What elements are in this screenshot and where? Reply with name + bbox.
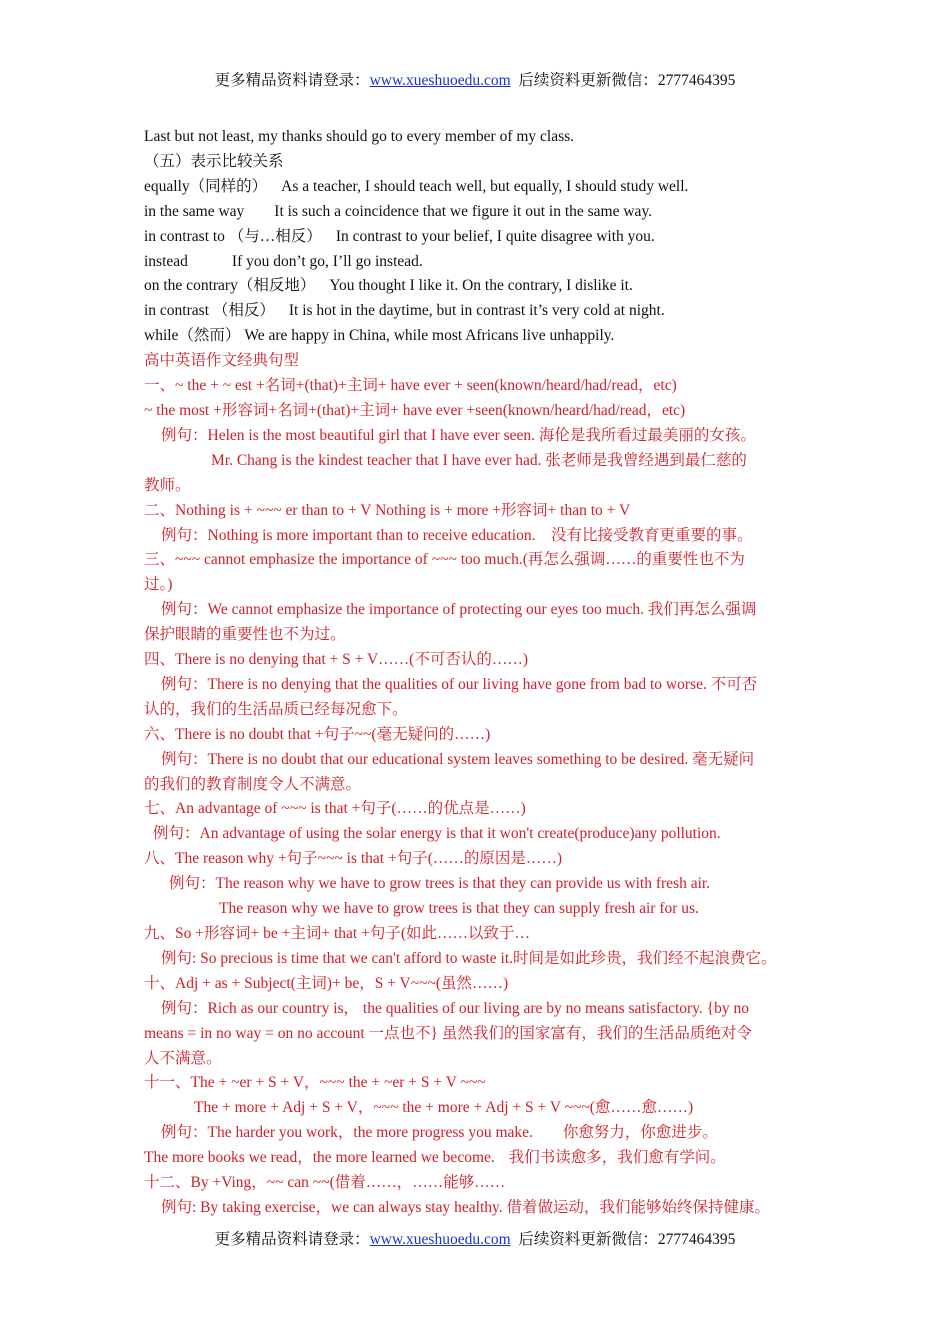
pattern-line: 九、So +形容词+ be +主词+ that +句子(如此……以致于… bbox=[144, 925, 530, 942]
example-en: 例句：The harder you work，the more progress you make. bbox=[161, 1124, 533, 1142]
example-line: 例句: By taking exercise，we can always stay healthy. 借着做运动，我们能够始终保持健康。 bbox=[161, 1198, 770, 1216]
pattern-line: 四、There is no denying that + S + V……(不可否认的……) bbox=[144, 651, 528, 669]
comparison-item bbox=[144, 175, 812, 200]
example-line: 例句: So precious is time that we can't afford to waste it.时间是如此珍贵，我们经不起浪费它。 bbox=[161, 949, 777, 967]
comparison-term: instead bbox=[144, 252, 188, 270]
comparison-term: in contrast （相反） bbox=[144, 302, 275, 320]
comparison-term: equally（同样的） bbox=[144, 177, 268, 195]
example-line: Mr. Chang is the kindest teacher that I have ever had. 张老师是我曾经遇到最仁慈的 bbox=[211, 451, 747, 469]
example-line: 保护眼睛的重要性也不为过。 bbox=[144, 626, 346, 644]
comparison-item bbox=[144, 250, 812, 275]
example-line: means = in no way = on no account 一点也不} 虽然我们的国家富有，我们的生活品质绝对令 bbox=[144, 1024, 752, 1042]
comparison-example: It is such a coincidence that we figure it out in the same way. bbox=[274, 202, 653, 220]
pattern-line: 一、~ the + ~ est +名词+(that)+主词+ have ever + seen(known/heard/had/read，etc) bbox=[144, 377, 677, 395]
pattern-line: 十一、The + ~er + S + V，~~~ the + ~er + S + V ~~~ bbox=[144, 1074, 486, 1092]
example-line bbox=[144, 1146, 812, 1171]
example-line: 例句：There is no doubt that our educational system leaves something to be desired. 毫无疑问 bbox=[161, 750, 755, 768]
example-line bbox=[144, 1121, 812, 1146]
example-line: 人不满意。 bbox=[144, 1049, 222, 1067]
pattern-line: 三、~~~ cannot emphasize the importance of ~~~ too much.(再怎么强调……的重要性也不为 bbox=[144, 551, 745, 569]
pattern-line: The + more + Adj + S + V，~~~ the + more + Adj + S + V ~~~(愈……愈……) bbox=[194, 1099, 694, 1117]
document-body bbox=[144, 125, 812, 1221]
example-line: 例句：We cannot emphasize the importance of protecting our eyes too much. 我们再怎么强调 bbox=[161, 601, 757, 619]
page-header bbox=[0, 68, 950, 90]
comparison-item bbox=[144, 200, 812, 225]
example-line: 例句：An advantage of using the solar energy is that it won't create(produce)any pollution. bbox=[153, 825, 721, 843]
intro-line: Last but not least, my thanks should go to every member of my class. bbox=[144, 128, 575, 145]
header-link[interactable]: www.xueshuoedu.com bbox=[369, 72, 511, 89]
comparison-item bbox=[144, 225, 812, 250]
example-line: 教师。 bbox=[144, 476, 191, 494]
comparison-item bbox=[144, 299, 812, 324]
comparison-example: If you don’t go, I’ll go instead. bbox=[231, 252, 423, 270]
pattern-line: 七、An advantage of ~~~ is that +句子(……的优点是……) bbox=[144, 800, 526, 818]
pattern-line: 六、There is no doubt that +句子~~(毫无疑问的……) bbox=[144, 725, 491, 743]
pattern-line: 十、Adj + as + Subject(主词)+ be，S + V~~~(虽然……) bbox=[144, 974, 509, 992]
example-line: The reason why we have to grow trees is that they can supply fresh air for us. bbox=[219, 900, 699, 918]
footer-suffix: 后续资料更新微信：2777464395 bbox=[518, 1231, 736, 1248]
sentences-title: 高中英语作文经典句型 bbox=[144, 352, 300, 370]
comparison-term: in contrast to （与…相反） bbox=[144, 227, 322, 245]
header-prefix: 更多精品资料请登录： bbox=[214, 72, 370, 89]
comparison-term: while（然而） bbox=[144, 327, 241, 345]
example-line: 例句：The reason why we have to grow trees is that they can provide us with fresh air. bbox=[169, 875, 711, 893]
comparison-term: on the contrary（相反地） bbox=[144, 277, 316, 295]
example-line: 认的，我们的生活品质已经每况愈下。 bbox=[144, 700, 408, 718]
header-suffix: 后续资料更新微信：2777464395 bbox=[518, 72, 736, 89]
footer-link[interactable]: www.xueshuoedu.com bbox=[369, 1231, 511, 1248]
comparison-example: You thought I like it. On the contrary, I dislike it. bbox=[329, 277, 633, 295]
example-line: 例句：Nothing is more important than to receive education. 没有比接受教育更重要的事。 bbox=[161, 526, 753, 544]
comparison-item bbox=[144, 274, 812, 299]
comparison-term: in the same way bbox=[144, 202, 245, 220]
pattern-line: 十二、By +Ving，~~ can ~~(借着……，……能够…… bbox=[144, 1174, 506, 1192]
section-heading: （五）表示比较关系 bbox=[144, 152, 284, 170]
footer-prefix: 更多精品资料请登录： bbox=[214, 1231, 370, 1248]
example-line: 例句：Helen is the most beautiful girl that I have ever seen. 海伦是我所看过最美丽的女孩。 bbox=[161, 426, 756, 444]
example-line: 例句：There is no denying that the qualities of our living have gone from bad to worse. 不可否 bbox=[161, 675, 758, 693]
example-line: 的我们的教育制度令人不满意。 bbox=[144, 775, 362, 793]
page-footer bbox=[0, 1227, 950, 1249]
example-en: The more books we read，the more learned we become. bbox=[144, 1149, 495, 1167]
pattern-line: 二、Nothing is + ~~~ er than to + V Nothing is + more +形容词+ than to + V bbox=[144, 501, 631, 519]
pattern-line: 过。) bbox=[144, 576, 173, 594]
comparison-example: In contrast to your belief, I quite disagree with you. bbox=[335, 227, 655, 245]
example-cn: 我们书读愈多，我们愈有学问。 bbox=[508, 1149, 726, 1167]
example-line: 例句：Rich as our country is， the qualities of our living are by no means satisfactory. {by no bbox=[161, 999, 750, 1017]
comparison-example: We are happy in China, while most Africans live unhappily. bbox=[244, 327, 615, 345]
comparison-item bbox=[144, 324, 812, 349]
pattern-line: ~ the most +形容词+名词+(that)+主词+ have ever +seen(known/heard/had/read，etc) bbox=[144, 401, 686, 419]
pattern-line: 八、The reason why +句子~~~ is that +句子(……的原因是……) bbox=[144, 850, 563, 868]
comparison-example: As a teacher, I should teach well, but equally, I should study well. bbox=[281, 177, 689, 195]
example-cn: 你愈努力，你愈进步。 bbox=[562, 1124, 718, 1142]
comparison-example: It is hot in the daytime, but in contrast it’s very cold at night. bbox=[288, 302, 665, 320]
